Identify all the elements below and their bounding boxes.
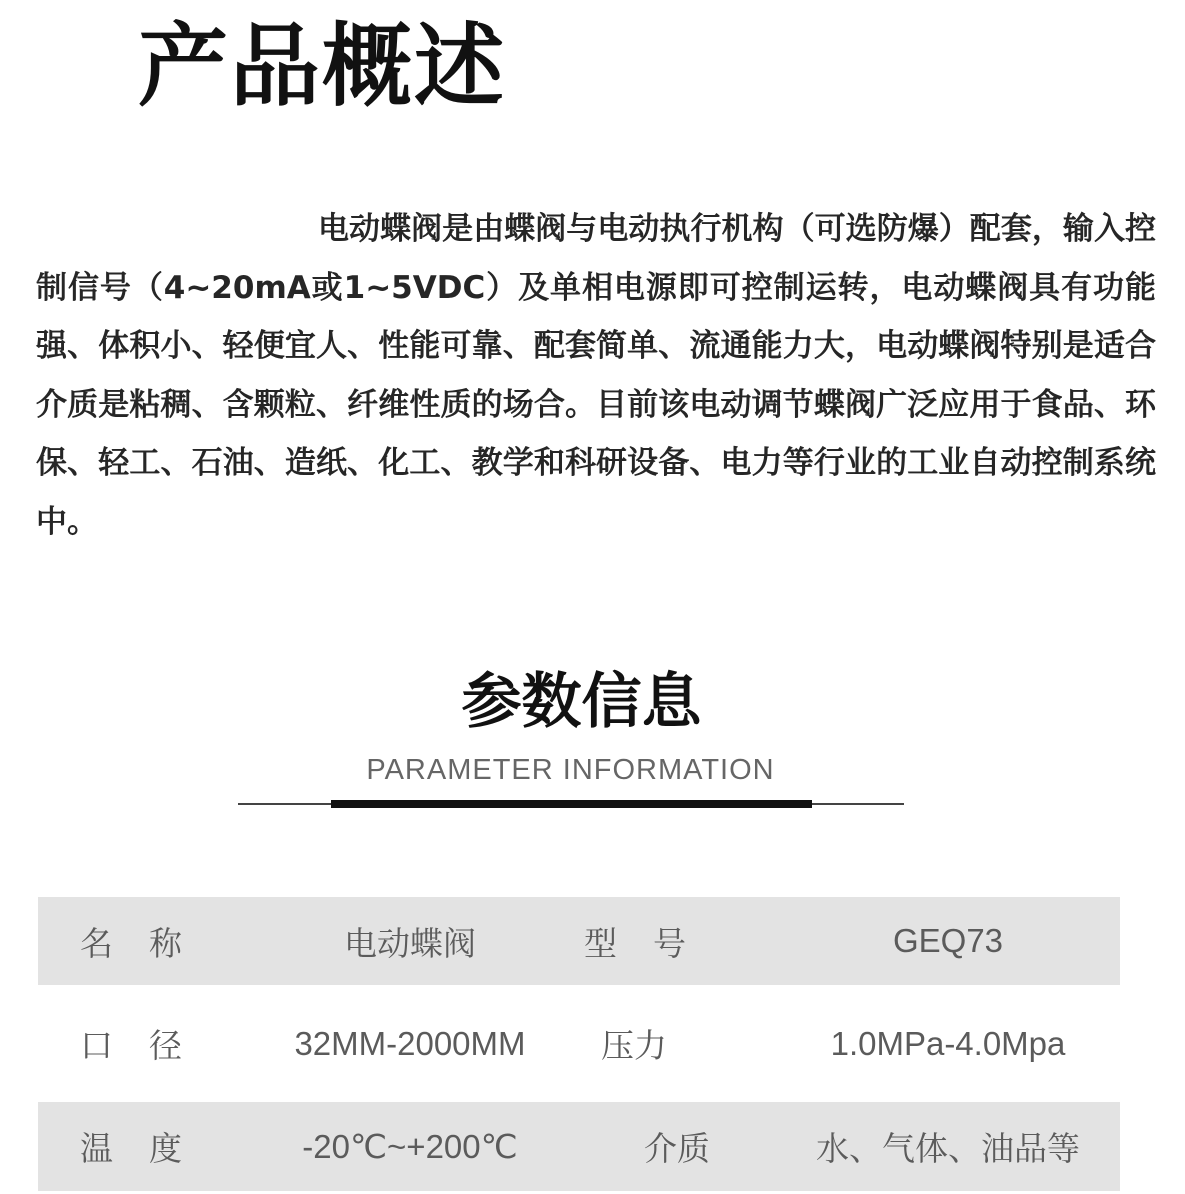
param-value-name: 电动蝶阀 <box>344 923 476 963</box>
param-label-model: 型号 <box>584 923 722 963</box>
parameter-section-header <box>0 667 1185 786</box>
param-value-medium: 水、气体、油品等 <box>816 1129 1080 1168</box>
param-label-medium: 介质 <box>644 1129 710 1168</box>
param-value-model: GEQ73 <box>892 922 1004 959</box>
section-divider-accent <box>331 800 812 808</box>
parameter-table <box>38 897 1120 1191</box>
table-row <box>38 897 1120 985</box>
param-value-diameter: 32MM-2000MM <box>294 1024 526 1062</box>
parameter-subtitle: PARAMETER INFORMATION <box>366 754 775 786</box>
param-label-temperature: 温度 <box>80 1129 218 1168</box>
table-row <box>38 1102 1120 1191</box>
table-row <box>38 985 1120 1102</box>
param-label-diameter: 口径 <box>80 1026 218 1065</box>
param-value-temperature: -20℃~+200℃ <box>302 1128 518 1165</box>
param-label-name: 名称 <box>80 923 218 963</box>
overview-intro: 电动蝶阀是由蝶阀与电动执行机构（可选防爆）配套，输入控制信号（4~20mA或1~5VDC）及单相电源即可控制运转，电动蝶阀具有功能强、体积小、轻便宜人、性能可靠、配套简单、流通能力大，电动蝶阀特别是适合介质是粘稠、含颗粒、纤维性质的场合。目前该电动调节蝶阀广泛应用于食品、环保、轻工、石油、造纸、化工、教学和科研设备、电力等行业的工业自动控制系统中。 <box>36 211 1156 540</box>
param-value-pressure: 1.0MPa-4.0Mpa <box>830 1024 1066 1062</box>
parameter-title: 参数信息 <box>461 667 702 737</box>
overview-title: 产品概述 <box>138 14 506 119</box>
param-label-pressure: 压力 <box>601 1026 667 1065</box>
